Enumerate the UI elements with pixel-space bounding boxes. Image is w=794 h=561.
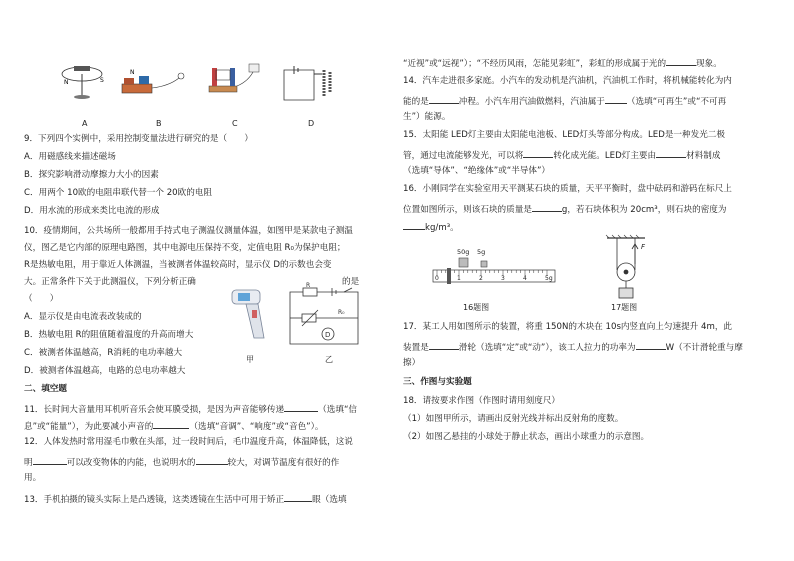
q16-line-1: 16．小刚同学在实验室用天平测某石块的质量，天平平衡时，盘中砝码和游码在标尺上 — [403, 184, 732, 194]
q14-line-1: 14．汽车走进很多家庭。小汽车的发动机是汽油机，汽油机工作时，将机械能转化为内 — [403, 76, 732, 86]
q10-option-d: D．被测者体温越高，电路的总电功率越大 — [24, 366, 186, 376]
circuit-diagram-icon — [290, 282, 358, 344]
q13-cont-text-2: 现象。 — [696, 59, 722, 69]
answer-blank[interactable] — [636, 340, 666, 350]
q15-line-2 — [403, 148, 721, 162]
figure-label-a: A — [82, 119, 88, 128]
q12-text-3: 可以改变物体的内能，也说明水的 — [66, 458, 196, 468]
q14-text-4: （选填“可再生”或“不可再 — [626, 97, 727, 107]
q10-option-c: C．被测者体温越高，R消耗的电功率越大 — [24, 348, 183, 358]
figure-label-d: D — [308, 119, 315, 128]
answer-blank[interactable] — [284, 402, 318, 412]
q14-text-3: 冲程。小汽车用汽油做燃料，汽油属于 — [458, 97, 605, 107]
q10-line-5: （ ） — [24, 294, 59, 304]
figure-c-motor-icon — [209, 64, 259, 92]
answer-blank[interactable] — [656, 148, 686, 158]
weight-label-50g: 50g — [457, 248, 470, 256]
q10-figure — [228, 284, 378, 364]
answer-blank[interactable] — [284, 492, 312, 502]
figure-d-circuit-icon — [284, 66, 330, 100]
svg-text:N: N — [64, 79, 69, 86]
q13-cont-text-1: “近视”或“远视”）；“不经历风雨，怎能见彩虹”，彩虹的形成属于光的 — [403, 59, 667, 69]
q15-text-2: 管，通过电流能够发光，可以将 — [403, 151, 524, 161]
ruler-tick-label: 2 — [479, 275, 483, 282]
q10-line-4-tail: 的是 — [342, 277, 360, 287]
figure-b-electromagnet-icon — [122, 69, 184, 93]
thermometer-gun-icon — [232, 290, 264, 338]
q16-line-2 — [403, 202, 727, 216]
q10-line-3: R是热敏电阻，用于靠近人体测温，当被测者体温较高时，显示仪 D的示数也会变 — [24, 260, 332, 270]
q12-line-3: 用。 — [24, 473, 42, 483]
q14-text-2: 能的是 — [403, 97, 429, 107]
q9-option-d: D．用水流的形成来类比电流的形成 — [24, 206, 160, 216]
section-title-drawing: 三、作图与实验题 — [403, 377, 472, 387]
svg-text:N: N — [130, 69, 135, 76]
left-column — [24, 0, 396, 561]
q13-line-1 — [24, 492, 347, 506]
q10-line-1: 10．疫情期间，公共场所一般都用手持式电子测温仪测量体温，如图甲是某款电子测温 — [24, 226, 353, 236]
force-label: F — [641, 243, 646, 251]
q12-text-2: 明 — [24, 458, 33, 468]
q11-text-2: （选填“信 — [318, 405, 357, 415]
ruler-tick-label: 0 — [435, 275, 439, 282]
q12-line-1: 12．人体发热时常用湿毛巾敷在头部，过一段时间后，毛巾温度升高，体温降低，这说 — [24, 437, 353, 447]
q17-line-2 — [403, 340, 743, 354]
weight-50g-icon — [459, 258, 468, 267]
answer-blank[interactable] — [403, 220, 425, 230]
svg-text:S: S — [100, 77, 104, 84]
pulley-icon — [606, 235, 645, 298]
q17-text-3: 滑轮（选填“定”或“动”），该工人拉力的功率为 — [458, 343, 636, 353]
q9-option-b: B．探究影响滑动摩擦力大小的因素 — [24, 170, 159, 180]
q10-caption-yi: 乙 — [325, 355, 333, 364]
q18-line-3: （2）如图乙悬挂的小球处于静止状态，画出小球重力的示意图。 — [403, 432, 650, 442]
answer-blank[interactable] — [33, 455, 67, 465]
q17-text-2: 装置是 — [403, 343, 429, 353]
fig16-caption: 16题图 — [463, 303, 490, 312]
q16-text-3: g，若石块体积为 20cm³，则石块的密度为 — [561, 205, 727, 215]
ruler-scale-icon — [433, 268, 555, 284]
q13-text-1: 13．手机拍摄的镜头实际上是凸透镜，这类透镜在生活中可用于矫正 — [24, 495, 285, 505]
q9-option-c: C．用两个 10欧的电阻串联代替一个 20欧的电阻 — [24, 188, 213, 198]
q15-line-1: 15．太阳能 LED灯主要由太阳能电池板、LED灯头等部分构成。LED是一种发光二极 — [403, 130, 725, 140]
answer-blank[interactable] — [532, 202, 562, 212]
q17-text-4: W（不计滑轮重与摩 — [665, 343, 743, 353]
q11-text-3: 息”或“能量”），为此要减小声音的 — [24, 422, 154, 432]
ruler-tick-label: 1 — [457, 275, 461, 282]
q10-option-a: A．显示仪是由电流表改装成的 — [24, 312, 142, 322]
ruler-tick-label: 5g — [545, 275, 553, 282]
q17-line-1: 17．某工人用如图所示的装置，将重 150N的木块在 10s内竖直向上匀速提升 4m，此 — [403, 322, 733, 332]
q11-line-1 — [24, 402, 357, 416]
answer-blank[interactable] — [153, 419, 189, 429]
ruler-tick-label: 4 — [523, 275, 527, 282]
q9-option-a: A．用磁感线来描述磁场 — [24, 152, 116, 162]
svg-text:R: R — [306, 282, 311, 289]
q11-line-2 — [24, 419, 324, 433]
q16-text-2: 位置如图所示，则该石块的质量是 — [403, 205, 532, 215]
q14-line-3: 生”）能源。 — [403, 112, 451, 122]
figure-label-b: B — [156, 119, 162, 128]
q10-line-2: 仪，图乙是它内部的原理电路图，其中电源电压保持不变，定值电阻 R₀为保护电阻； — [24, 243, 346, 253]
q18-line-2: （1）如图甲所示，请画出反射光线并标出反射角的度数。 — [403, 414, 624, 424]
ruler-tick-label: 3 — [501, 275, 505, 282]
q12-text-4: 较大，对调节温度有很好的作 — [227, 458, 340, 468]
section-title-fill-in: 二、填空题 — [24, 384, 67, 394]
q17-line-3: 擦） — [403, 358, 421, 368]
q10-caption-jia: 甲 — [246, 355, 254, 364]
weight-label-5g: 5g — [477, 248, 486, 256]
weight-5g-icon — [481, 261, 487, 267]
svg-text:R₀: R₀ — [338, 309, 345, 316]
fig17-caption: 17题图 — [611, 303, 638, 312]
q10-option-b: B．热敏电阻 R的阻值随着温度的升高而增大 — [24, 330, 194, 340]
q8-figures — [44, 56, 334, 114]
balance-scale-figure — [429, 256, 559, 292]
answer-blank[interactable] — [523, 148, 553, 158]
q11-text-1: 11．长时间大音量用耳机听音乐会使耳膜受损，是因为声音能够传递 — [24, 405, 285, 415]
right-column — [403, 0, 775, 561]
q10-line-4: 大。正常条件下关于此测温仪，下列分析正确 — [24, 277, 196, 287]
q14-line-2 — [403, 94, 726, 108]
q16-text-4: kg/m³。 — [425, 223, 459, 233]
q12-line-2 — [24, 455, 339, 469]
q9-stem: 9．下列四个实例中，采用控制变量法进行研究的是（ ） — [24, 134, 253, 144]
figure-a-compass-icon — [62, 66, 104, 99]
q15-line-3: （选填“导体”、“绝缘体”或“半导体”） — [403, 166, 551, 176]
q15-text-3: 转化成光能。LED灯主要由 — [553, 151, 657, 161]
answer-blank[interactable] — [196, 455, 228, 465]
q13-continued — [403, 56, 722, 70]
answer-blank[interactable] — [666, 56, 696, 66]
q13-text-2: 眼（选填 — [312, 495, 347, 505]
pulley-figure — [607, 236, 657, 306]
figure-label-c: C — [232, 119, 238, 128]
answer-blank[interactable] — [605, 94, 627, 104]
q18-line-1: 18．请按要求作图（作图时请用刻度尺） — [403, 396, 561, 406]
svg-text:D: D — [325, 331, 331, 339]
answer-blank[interactable] — [429, 94, 459, 104]
answer-blank[interactable] — [429, 340, 459, 350]
q11-text-4: （选填“音调”、“响度”或“音色”）。 — [189, 422, 324, 432]
q15-text-4: 材料制成 — [686, 151, 721, 161]
q16-line-3 — [403, 220, 459, 234]
